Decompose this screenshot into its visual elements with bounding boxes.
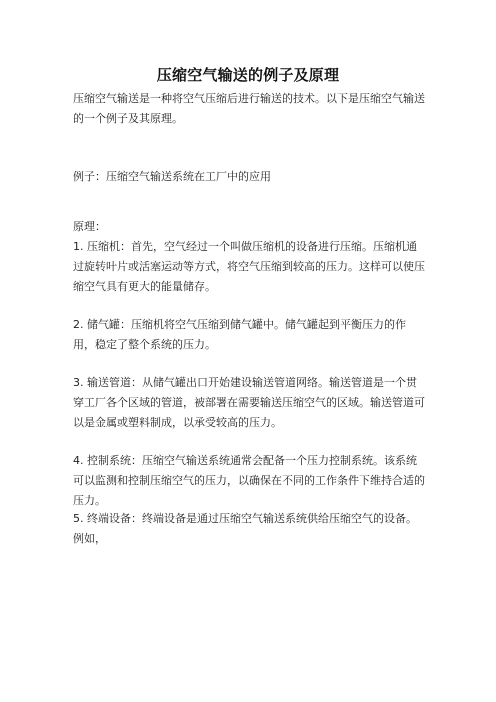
principle-item-terminal-device: 5. 终端设备：终端设备是通过压缩空气输送系统供给压缩空气的设备。例如， [73,512,417,545]
principle-item-control-system: 4. 控制系统：压缩空气输送系统通常会配备一个压力控制系统。该系统可以监测和控制压缩空气的压力，以确保在不同的工作条件下维持合适的压力。 [73,454,425,507]
document-title: 压缩空气输送的例子及原理 [156,66,340,84]
principle-heading: 原理： [73,220,106,233]
example-paragraph: 例子：压缩空气输送系统在工厂中的应用 [73,170,271,183]
intro-paragraph: 压缩空气输送是一种将空气压缩后进行输送的技术。以下是压缩空气输送的一个例子及其原理。 [73,92,425,125]
principle-item-pipeline: 3. 输送管道：从储气罐出口开始建设输送管道网络。输送管道是一个贯穿工厂各个区域的管道，被部署在需要输送压缩空气的区域。输送管道可以是金属或塑料制成，以承受较高的压力。 [73,376,425,429]
principle-item-storage-tank: 2. 储气罐：压缩机将空气压缩到储气罐中。储气罐起到平衡压力的作用，稳定了整个系统的压力。 [73,318,406,351]
principle-item-compressor: 1. 压缩机：首先，空气经过一个叫做压缩机的设备进行压缩。压缩机通过旋转叶片或活塞运动等方式，将空气压缩到较高的压力。这样可以使压缩空气具有更大的能量储存。 [73,240,425,293]
